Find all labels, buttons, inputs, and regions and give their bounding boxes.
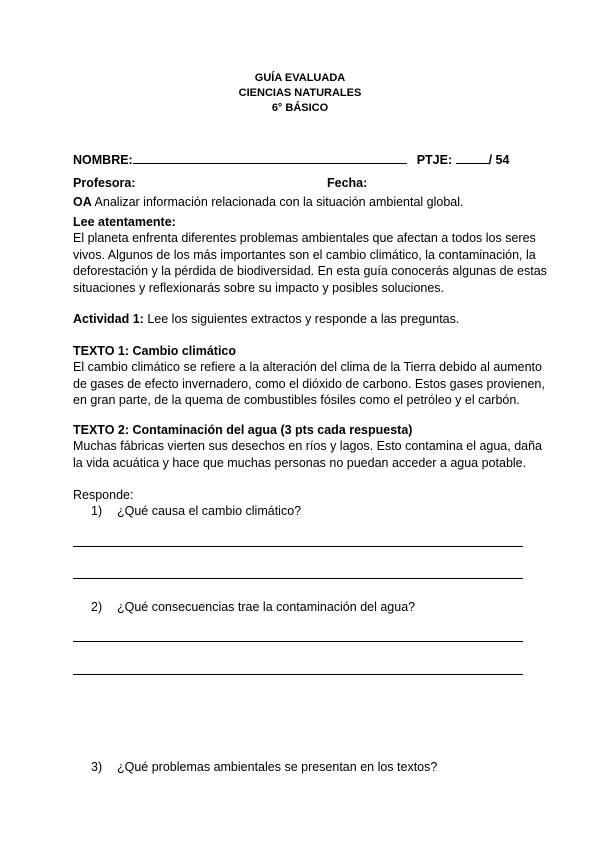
text2-paragraph <box>73 438 543 471</box>
activity-label: Actividad 1: <box>73 312 144 326</box>
document-header <box>0 71 600 116</box>
question-number: 1) <box>91 504 103 518</box>
question-text: ¿Qué consecuencias trae la contaminación del agua? <box>117 600 416 614</box>
name-row <box>73 152 509 168</box>
question-text: ¿Qué problemas ambientales se presentan en los textos? <box>117 760 438 774</box>
activity-instruction <box>73 311 459 327</box>
objective <box>73 194 464 210</box>
question-2 <box>91 599 415 615</box>
question-3 <box>91 759 437 775</box>
intro-line: vivos. Algunos de los más importantes son el cambio climático, la contaminación, la <box>73 247 536 262</box>
question-text: ¿Qué causa el cambio climático? <box>117 504 302 518</box>
text2-line: Muchas fábricas vierten sus desechos en ríos y lagos. Esto contamina el agua, daña <box>73 439 543 453</box>
question-number: 3) <box>91 760 103 774</box>
score-total: / 54 <box>488 153 510 167</box>
text1-line: El cambio climático se refiere a la alteración del clima de la Tierra debido al aumento <box>73 360 542 374</box>
answer-line[interactable] <box>73 578 523 579</box>
answer-line[interactable] <box>73 641 523 642</box>
name-label: NOMBRE: <box>73 153 133 167</box>
intro-line: deforestación y la pérdida de biodiversidad. En esta guía conocerás algunas de estas <box>73 264 547 278</box>
text1-line: de gases de efecto invernadero, como el dióxido de carbono. Estos gases provienen, <box>73 376 545 391</box>
teacher-label: Profesora: <box>73 176 136 190</box>
score-blank[interactable] <box>456 163 489 164</box>
question-1 <box>91 503 301 519</box>
name-blank[interactable] <box>133 163 407 164</box>
answer-line[interactable] <box>73 546 523 547</box>
answer-line[interactable] <box>73 674 523 675</box>
question-number: 2) <box>91 600 103 614</box>
intro-line: situaciones y reflexionarás sobre su impacto y posibles soluciones. <box>73 280 445 295</box>
activity-text: Lee los siguientes extractos y responde a las preguntas. <box>147 312 460 326</box>
text1-title: TEXTO 1: Cambio climático <box>73 344 237 358</box>
header-subject: CIENCIAS NATURALES <box>238 87 362 99</box>
objective-code: OA <box>73 195 92 209</box>
date-label: Fecha: <box>327 176 368 190</box>
intro-line: El planeta enfrenta diferentes problemas ambientales que afectan a todos los seres <box>73 231 536 245</box>
text2-line: la vida acuática y hace que muchas personas no puedan acceder a agua potable. <box>73 455 527 470</box>
objective-text: Analizar información relacionada con la situación ambiental global. <box>94 195 464 209</box>
header-title: GUÍA EVALUADA <box>254 72 346 84</box>
text1-line: en gran parte, de la quema de combustibles fósiles como el petróleo y el carbón. <box>73 393 520 407</box>
text1-paragraph <box>73 359 545 409</box>
text2-title: TEXTO 2: Contaminación del agua (3 pts cada respuesta) <box>73 423 413 437</box>
respond-label: Responde: <box>73 488 134 502</box>
score-label: PTJE: <box>416 153 453 167</box>
intro-paragraph <box>73 230 547 296</box>
header-grade: 6° BÁSICO <box>271 102 329 114</box>
intro-heading: Lee atentamente: <box>73 215 176 229</box>
